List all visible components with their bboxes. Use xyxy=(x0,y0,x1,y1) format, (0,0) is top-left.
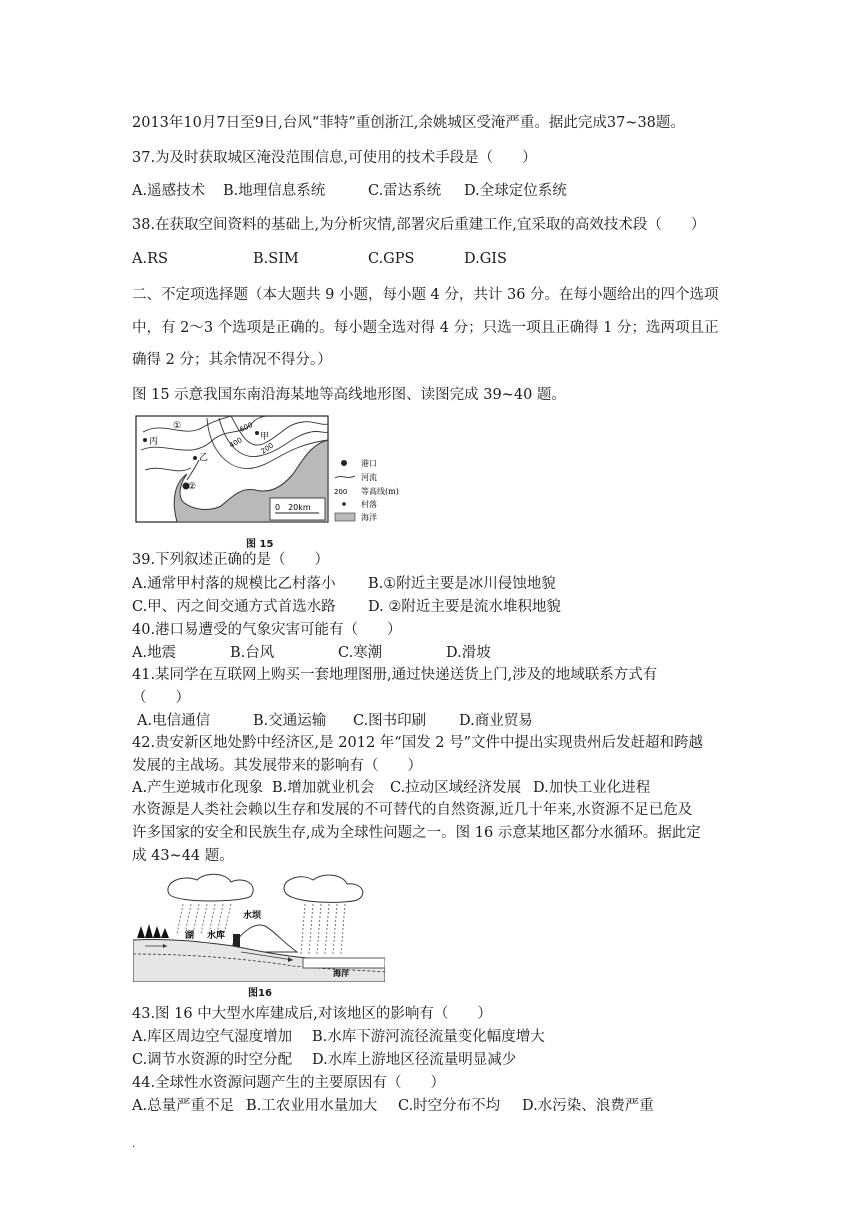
q44-option-b: B.工农业用水量加大 xyxy=(246,1098,378,1114)
section2-heading-line-2: 中，有 2～3 个选项是正确的。每小题全选对得 4 分；只选一项且正确得 1 分；选两项且正 xyxy=(132,320,719,336)
q44-stem: 44.全球性水资源问题产生的主要原因有（ ） xyxy=(132,1075,446,1091)
label-reservoir: 水库 xyxy=(207,931,226,941)
label-dam: 水坝 xyxy=(243,911,262,921)
figure-15-caption: 图 15 xyxy=(246,539,274,550)
figure-15-contour-map xyxy=(135,410,455,530)
village-jia-dot xyxy=(255,431,259,435)
q40-option-d: D.滑坡 xyxy=(446,645,491,661)
q43-option-a: A.库区周边空气湿度增加 xyxy=(132,1029,293,1045)
q39-stem: 39.下列叙述正确的是（ ） xyxy=(132,552,330,568)
q39-option-c: C.甲、丙之间交通方式首选水路 xyxy=(132,599,336,615)
q41-option-c: C.图书印刷 xyxy=(353,713,427,729)
legend-contour-icon: 200 xyxy=(334,488,348,496)
q37-options xyxy=(132,181,770,201)
trees xyxy=(137,924,169,938)
q37-stem: 37.为及时获取城区淹没范围信息,可使用的技术手段是（ ） xyxy=(132,150,537,166)
q39-options-row-1 xyxy=(132,574,770,594)
intro-43-44-line-3: 成 43~44 题。 xyxy=(132,848,234,864)
sea-surface xyxy=(303,958,385,968)
q37-option-b: B.地理信息系统 xyxy=(223,183,326,199)
river xyxy=(187,460,199,480)
rain-right xyxy=(301,904,345,954)
label-sea: 海洋 xyxy=(333,969,349,978)
q44-option-d: D.水污染、浪费严重 xyxy=(522,1098,654,1114)
q41-option-d: D.商业贸易 xyxy=(459,713,533,729)
q41-stem-line-1: 41.某同学在互联网上购买一套地理图册,通过快递送货上门,涉及的地域联系方式有 xyxy=(132,667,658,683)
q40-option-b: B.台风 xyxy=(230,645,275,661)
legend-contour-label: 等高线(m) xyxy=(361,487,399,496)
rain-left xyxy=(177,904,231,934)
section2-heading-line-3: 确得 2 分；其余情况不得分。） xyxy=(132,352,332,368)
q38-stem: 38.在获取空间资料的基础上,为分析灾情,部署灾后重建工作,宜采取的高效技术段（ ） xyxy=(132,217,706,233)
q42-option-c: C.拉动区域经济发展 xyxy=(390,780,522,796)
section2-heading-line-1: 二、不定项选择题（本大题共 9 小题，每小题 4 分，共计 36 分。在每小题给出的四个选项 xyxy=(132,287,719,303)
footer-mark: . xyxy=(132,1139,136,1150)
figure-16-caption: 图16 xyxy=(248,988,272,999)
figure-16-water-cycle xyxy=(133,872,385,982)
intro-37-38: 2013年10月7日至9日,台风“菲特”重创浙江,余姚城区受淹严重。据此完成37~38题。 xyxy=(132,115,685,131)
q38-option-a: A.RS xyxy=(132,251,168,267)
q40-stem: 40.港口易遭受的气象灾害可能有（ ） xyxy=(132,622,402,638)
legend-village-label: 村落 xyxy=(361,500,377,509)
village-bing-dot xyxy=(143,438,147,442)
legend-port-label: 港口 xyxy=(361,459,377,468)
intro-43-44-line-1: 水资源是人类社会赖以生存和发展的不可替代的自然资源,近几十年来,水资源不足已危及 xyxy=(132,802,693,818)
q40-option-a: A.地震 xyxy=(132,645,177,661)
q38-option-c: C.GPS xyxy=(368,251,415,267)
contour-label-200: 200 xyxy=(259,441,276,456)
q42-stem-line-2: 发展的主战场。其发展带来的影响有（ ） xyxy=(132,758,422,774)
label-jia: 甲 xyxy=(260,432,270,442)
intro-43-44-line-2: 许多国家的安全和民族生存,成为全球性问题之一。图 16 示意某地区都分水循环。据此定 xyxy=(132,825,701,841)
legend-village-icon xyxy=(342,502,346,506)
contour-line xyxy=(143,416,231,432)
legend-sea-label: 海洋 xyxy=(361,513,377,522)
contour-label-400: 400 xyxy=(228,436,244,450)
q44-option-c: C.时空分布不均 xyxy=(398,1098,501,1114)
q37-option-c: C.雷达系统 xyxy=(368,183,442,199)
q41-option-a: A.电信通信 xyxy=(137,713,211,729)
q41-option-b: B.交通运输 xyxy=(253,713,327,729)
q41-options xyxy=(137,711,770,731)
marker-1: ① xyxy=(173,421,182,431)
q43-option-b: B.水库下游河流径流量变化幅度增大 xyxy=(312,1029,545,1045)
q37-option-d: D.全球定位系统 xyxy=(464,183,567,199)
contour-label-600: 600 xyxy=(238,420,254,434)
q42-option-d: D.加快工业化进程 xyxy=(533,780,651,796)
cloud-right xyxy=(284,875,363,902)
q38-option-d: D.GIS xyxy=(464,251,507,267)
q44-options xyxy=(132,1096,770,1116)
q39-options-row-2 xyxy=(132,597,770,617)
legend-river-icon xyxy=(335,476,355,478)
q42-option-a: A.产生逆城市化现象 xyxy=(132,780,264,796)
q38-options xyxy=(132,249,770,269)
legend-river-label: 河流 xyxy=(361,473,377,482)
q39-option-a: A.通常甲村落的规模比乙村落小 xyxy=(132,576,336,592)
q40-option-c: C.寒潮 xyxy=(338,645,383,661)
q43-stem: 43.图 16 中大型水库建成后,对该地区的影响有（ ） xyxy=(132,1006,492,1022)
q41-stem-line-2: （ ） xyxy=(132,690,190,706)
q37-option-a: A.遥感技术 xyxy=(132,183,206,199)
q43-option-c: C.调节水资源的时空分配 xyxy=(132,1052,293,1068)
cloud-left xyxy=(168,874,253,901)
q42-option-b: B.增加就业机会 xyxy=(272,780,375,796)
contour-line xyxy=(145,468,191,471)
q42-options xyxy=(132,778,770,798)
q39-option-b: B.①附近主要是冰川侵蚀地貌 xyxy=(368,576,556,592)
label-lake: 湖 xyxy=(185,931,195,941)
q43-option-d: D.水库上游地区径流量明显减少 xyxy=(312,1052,517,1068)
q44-option-a: A.总量严重不足 xyxy=(132,1098,235,1114)
q43-options-row-1 xyxy=(132,1027,770,1047)
q39-option-d: D. ②附近主要是流水堆积地貌 xyxy=(368,599,561,615)
scale-label: 0 20km xyxy=(275,503,311,512)
legend-port-icon xyxy=(341,460,347,466)
label-yi: 乙 xyxy=(199,453,209,463)
label-bing: 丙 xyxy=(149,437,159,447)
legend-sea-icon xyxy=(335,513,355,521)
q40-options xyxy=(132,643,770,663)
intro-39-40: 图 15 示意我国东南沿海某地等高线地形图、读图完成 39~40 题。 xyxy=(132,387,566,403)
marker-2: ② xyxy=(188,482,197,492)
q38-option-b: B.SIM xyxy=(253,251,299,267)
q43-options-row-2 xyxy=(132,1050,770,1070)
village-yi-dot xyxy=(193,456,197,460)
q42-stem-line-1: 42.贵安新区地处黔中经济区,是 2012 年“国发 2 号”文件中提出实现贵州后发赶超和跨越 xyxy=(132,735,704,751)
